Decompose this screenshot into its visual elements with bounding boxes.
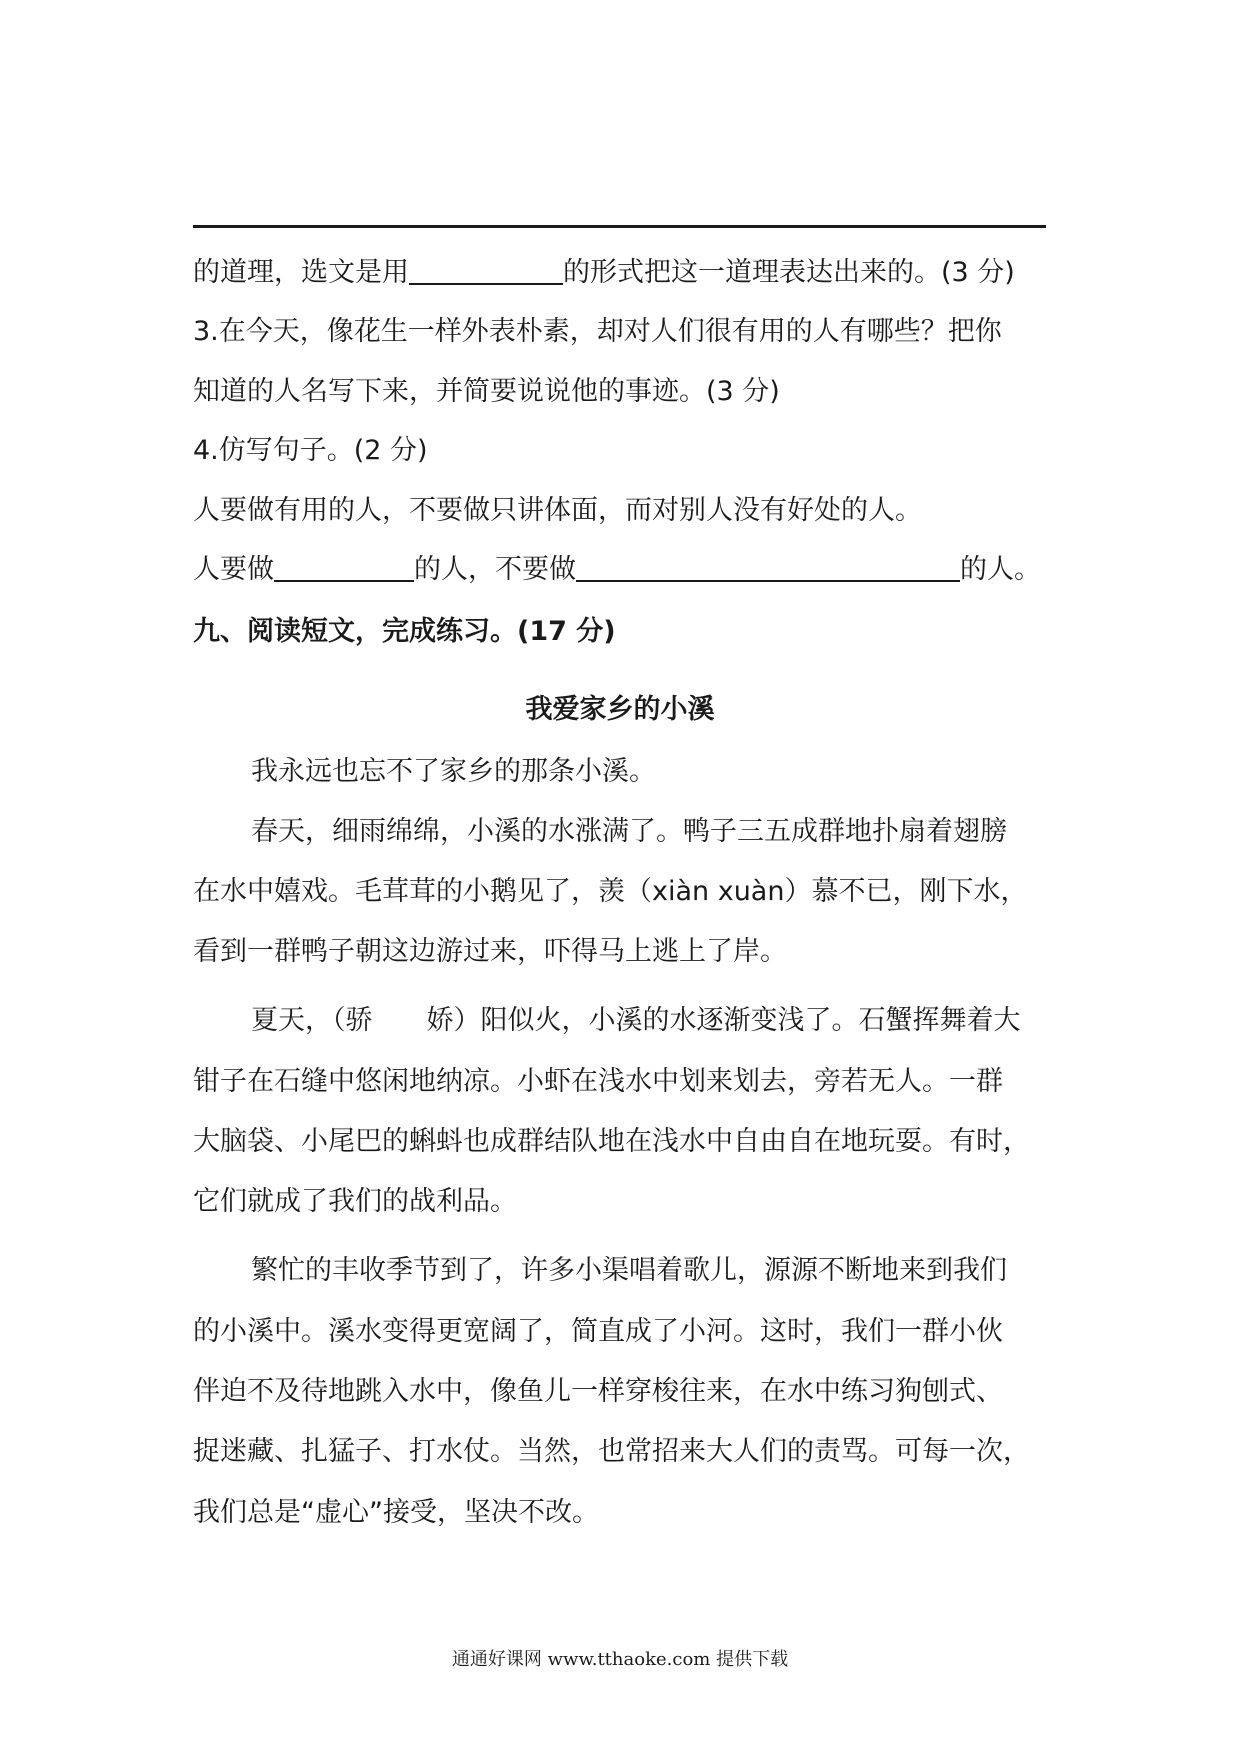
page-footer: 通通好课网 www.tthaoke.com 提供下载 — [451, 1649, 789, 1670]
q4-example-sentence: 人要做有用的人，不要做只讲体面，而对别人没有好处的人。 — [193, 495, 922, 526]
q3-line-2: 知道的人名写下来，并简要说说他的事迹。(3 分) — [193, 376, 780, 407]
passage-p2-line-2: 在水中嬉戏。毛茸茸的小鹅见了，羡（xiàn xuàn）慕不已，刚下水， — [193, 876, 1028, 907]
q4-text-c: 的人。 — [960, 554, 1041, 585]
q2-blank[interactable] — [409, 255, 563, 285]
passage-p4-line-1: 繁忙的丰收季节到了，许多小渠唱着歌儿，源源不断地来到我们 — [251, 1255, 1007, 1286]
passage-p1: 我永远也忘不了家乡的那条小溪。 — [251, 756, 656, 787]
passage-p3-line-4: 它们就成了我们的战利品。 — [193, 1186, 517, 1217]
q4-blank-2[interactable] — [576, 552, 960, 582]
passage-p4-line-4: 捉迷藏、扎猛子、打水仗。当然，也常招来大人们的责骂。可每一次， — [193, 1436, 1030, 1467]
q4-blank-1[interactable] — [274, 552, 414, 582]
q2-text-post: 的形式把这一道理表达出来的。(3 分) — [563, 257, 1015, 288]
q4-heading: 4.仿写句子。(2 分) — [193, 435, 428, 466]
section-9-heading: 九、阅读短文，完成练习。(17 分) — [193, 616, 616, 647]
answer-line-top — [193, 225, 1046, 228]
passage-p4-line-3: 伴迫不及待地跳入水中，像鱼儿一样穿梭往来，在水中练习狗刨式、 — [193, 1376, 1003, 1407]
passage-p3-line-1: 夏天，（骄 娇）阳似火，小溪的水逐渐变浅了。石蟹挥舞着大 — [251, 1005, 1021, 1036]
passage-p3-line-2: 钳子在石缝中悠闲地纳凉。小虾在浅水中划来划去，旁若无人。一群 — [193, 1066, 1003, 1097]
passage-p3-line-3: 大脑袋、小尾巴的蝌蚪也成群结队地在浅水中自由自在地玩耍。有时， — [193, 1126, 1030, 1157]
q4-text-a: 人要做 — [193, 554, 274, 585]
q2-tail-line — [193, 253, 1015, 293]
passage-title: 我爱家乡的小溪 — [525, 694, 715, 725]
q2-text-pre: 的道理，选文是用 — [193, 257, 409, 288]
passage-p2-line-3: 看到一群鸭子朝这边游过来，吓得马上逃上了岸。 — [193, 936, 787, 967]
q4-imitation-line — [193, 550, 1041, 590]
passage-p4-line-5: 我们总是“虚心”接受，坚决不改。 — [193, 1497, 599, 1528]
passage-p2-line-1: 春天，细雨绵绵，小溪的水涨满了。鸭子三五成群地扑扇着翅膀 — [251, 816, 1007, 847]
q4-text-b: 的人，不要做 — [414, 554, 576, 585]
passage-p4-line-2: 的小溪中。溪水变得更宽阔了，简直成了小河。这时，我们一群小伙 — [193, 1316, 1003, 1347]
q3-line-1: 3.在今天，像花生一样外表朴素，却对人们很有用的人有哪些？把你 — [193, 316, 1002, 347]
